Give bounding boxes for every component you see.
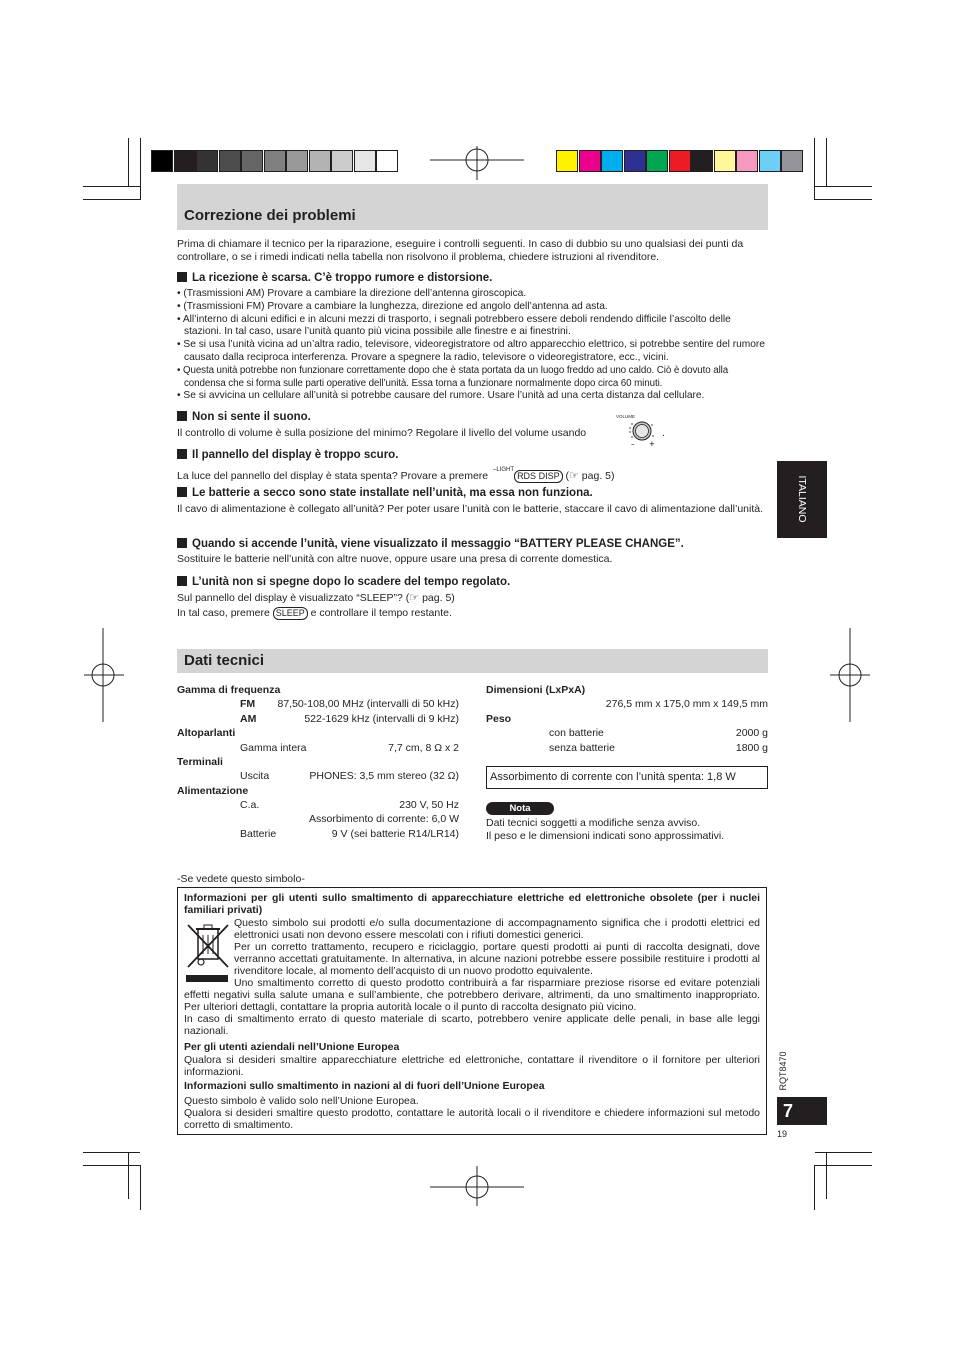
outside-eu-text-2: Qualora si desideri smaltire questo prodotto, contattare le autorità locali o il rivenditore e chiedere informazioni sul metodo corretto di smaltimento. [184,1107,760,1131]
color-swatch [624,150,646,172]
display-dark-text: La luce del pannello del display è stata spenta? Provare a premere $^{-LIGHT}$RDS DISP (☞ pag. 5) [177,467,615,482]
color-swatch [736,150,758,172]
timer-text-2: In tal caso, premere SLEEP e controllare il tempo restante. [177,607,452,619]
outside-eu-text-1: Questo simbolo è valido solo nell’Unione Europea. [184,1095,419,1107]
reference-icon: ☞ [409,592,420,604]
list-item: • Questa unità potrebbe non funzionare correttamente dopo che è stata portata da un luogo freddo ad uno caldo. Ciò è dovuto alla condensa che si forma sulle parti operative dell’unità. Essa torna a funzionare normalmente dopo circa 60 minuti. [177,364,729,389]
heading-square-icon [177,449,187,459]
heading-square-icon [177,576,187,586]
color-swatch [579,150,601,172]
model-number: RQT8470 [778,1051,788,1091]
color-swatch [781,150,803,172]
heading-square-icon [177,272,187,282]
svg-text:–: – [631,440,635,448]
timer-text-1: Sul pannello del display è visualizzato “SLEEP”? (☞ pag. 5) [177,592,455,604]
battery-change-text: Sostituire le batterie nell’unità con altre nuove, oppure usare una presa di corrente domestica. [177,553,613,565]
section-header-troubleshooting [177,184,768,230]
heading-display-dark: Il pannello del display è troppo scuro. [177,448,768,462]
gray-swatch [174,150,196,172]
standby-power-box: Assorbimento di corrente con l’unità spenta: 1,8 W [486,766,768,789]
section-title: Dati tecnici [184,652,265,669]
color-swatch [691,150,713,172]
no-sound-text: Il controllo di volume è sulla posizione del minimo? Regolare il livello del volume usando [177,427,587,439]
heading-battery-change: Quando si accende l’unità, viene visualizzato il messaggio “BATTERY PLEASE CHANGE”. [177,537,768,551]
gray-swatch [354,150,376,172]
disposal-info-box [177,887,767,1135]
list-item: • Se si avvicina un cellulare all’unità si potrebbe causare del rumore. Usare l’unità ad una certa distanza dal cellulare. [177,390,705,402]
disposal-title: Informazioni per gli utenti sullo smaltimento di apparecchiature elettriche ed elettroniche obsolete (per i nuclei familiari privati) [184,892,760,916]
business-heading: Per gli utenti aziendali nell’Unione Europea [184,1041,400,1053]
gray-swatch [151,150,173,172]
color-swatch [646,150,668,172]
section-title: Correzione dei problemi [184,207,356,224]
page-number: 19 [777,1129,788,1139]
sleep-button: SLEEP [273,607,308,620]
disposal-paragraph: Uno smaltimento corretto di questo prodotto contribuirà a far risparmiare preziose risorse ed evitare potenziali effetti negativi sulla salute umana e sull’ambiente, che potrebbero derivare, altrimenti, da uno smaltimento inappropriato. Per ulteriori dettagli, contattare la propria autorità locale o il punto di raccolta designato più vicino. [184,977,760,1013]
batteries-text: Il cavo di alimentazione è collegato all’unità? Per poter usare l’unità con le batterie, staccare il cavo di alimentazione dall’unità. [177,503,764,515]
registration-mark-left [84,628,124,722]
gray-swatch [196,150,218,172]
list-item: • Se si usa l’unità vicina ad un’altra radio, televisore, videoregistratore od altro apparecchio elettrico, si potrebbe sentire del rumore causato dalla reciproca interferenza. Provare a spegnere la radio, televisore o videoregistratore, ecc., vicini. [177,339,765,363]
disposal-lead: -Se vedete questo simbolo- [177,873,305,885]
heading-batteries: Le batterie a secco sono state installate nell’unità, ma essa non funziona. [177,486,768,500]
gray-swatch [219,150,241,172]
svg-text:+: + [649,440,655,448]
reference-icon: ☞ [569,470,579,482]
gray-swatch [241,150,263,172]
heading-timer: L’unità non si spegne dopo lo scadere del tempo regolato. [177,575,768,589]
chapter-number: 7 [777,1097,827,1125]
heading-square-icon [177,487,187,497]
gray-swatch [376,150,398,172]
reception-bullets [177,288,768,403]
registration-mark-right [830,628,870,722]
wheelie-bin-crossed-icon [184,921,230,985]
color-swatch [601,150,623,172]
disposal-paragraph: Questo simbolo sui prodotti e/o sulla documentazione di accompagnamento significa che i prodotti elettrici ed elettronici usati non devono essere mescolati con i rifiuti domestici generici. [234,917,760,941]
gray-swatch [264,150,286,172]
gray-swatch [309,150,331,172]
outside-eu-heading: Informazioni sullo smaltimento in nazioni al di fuori dell’Unione Europea [184,1080,545,1092]
section-header-specs [177,649,768,673]
registration-mark-top [430,146,524,180]
intro-paragraph: Prima di chiamare il tecnico per la riparazione, eseguire i controlli seguenti. In caso di dubbio su uno qualsiasi dei punti da controllare, o se i rimedi indicati nella tabella non risolvono il problema, chiedere istruzioni al rivenditore. [177,238,744,263]
color-swatch [556,150,578,172]
list-item: • (Trasmissioni AM) Provare a cambiare la direzione dell’antenna giroscopica. [177,288,527,299]
color-swatch [759,150,781,172]
heading-square-icon [177,411,187,421]
registration-mark-bottom [430,1166,524,1206]
list-item: • All’interno di alcuni edifici e in alcuni mezzi di trasporto, i segnali potrebbero essere deboli rendendo difficile l’ascolto delle stazioni. In tal caso, usare l’unità quanto più vicina possibile alle finestre e ai finestrini. [177,313,731,338]
business-text: Qualora si desideri smaltire apparecchiature elettriche ed elettroniche, contattare il rivenditore o il fornitore per ulteriori informazioni. [184,1054,760,1078]
language-tab: ITALIANO [777,461,827,538]
heading-no-sound: Non si sente il suono. [177,410,768,424]
gray-swatch [331,150,353,172]
rds-disp-button: RDS DISP [514,470,563,483]
list-item: • (Trasmissioni FM) Provare a cambiare la lunghezza, direzione ed angolo dell’antenna ad asta. [177,300,608,312]
disposal-paragraph: In caso di smaltimento errato di questo materiale di scarto, potrebbero venire applicate delle penali, in base alle leggi nazionali. [184,1013,760,1037]
color-swatch [714,150,736,172]
gray-swatch [286,150,308,172]
note-badge: Nota [486,802,554,815]
heading-square-icon [177,538,187,548]
color-swatch [669,150,691,172]
disposal-paragraph: Per un corretto trattamento, recupero e riciclaggio, portare questi prodotti ai punti di raccolta designati, dove verranno accettati gratuitamente. In alternativa, in alcune nazioni potrebbe essere possibile restituire i prodotti al rivenditore locale, al momento dell’acquisto di un nuovo prodotto equivalente. [234,941,760,977]
heading-reception: La ricezione è scarsa. C’è troppo rumore e distorsione. [177,271,768,285]
volume-knob-icon: VOLUME – + [616,414,655,448]
